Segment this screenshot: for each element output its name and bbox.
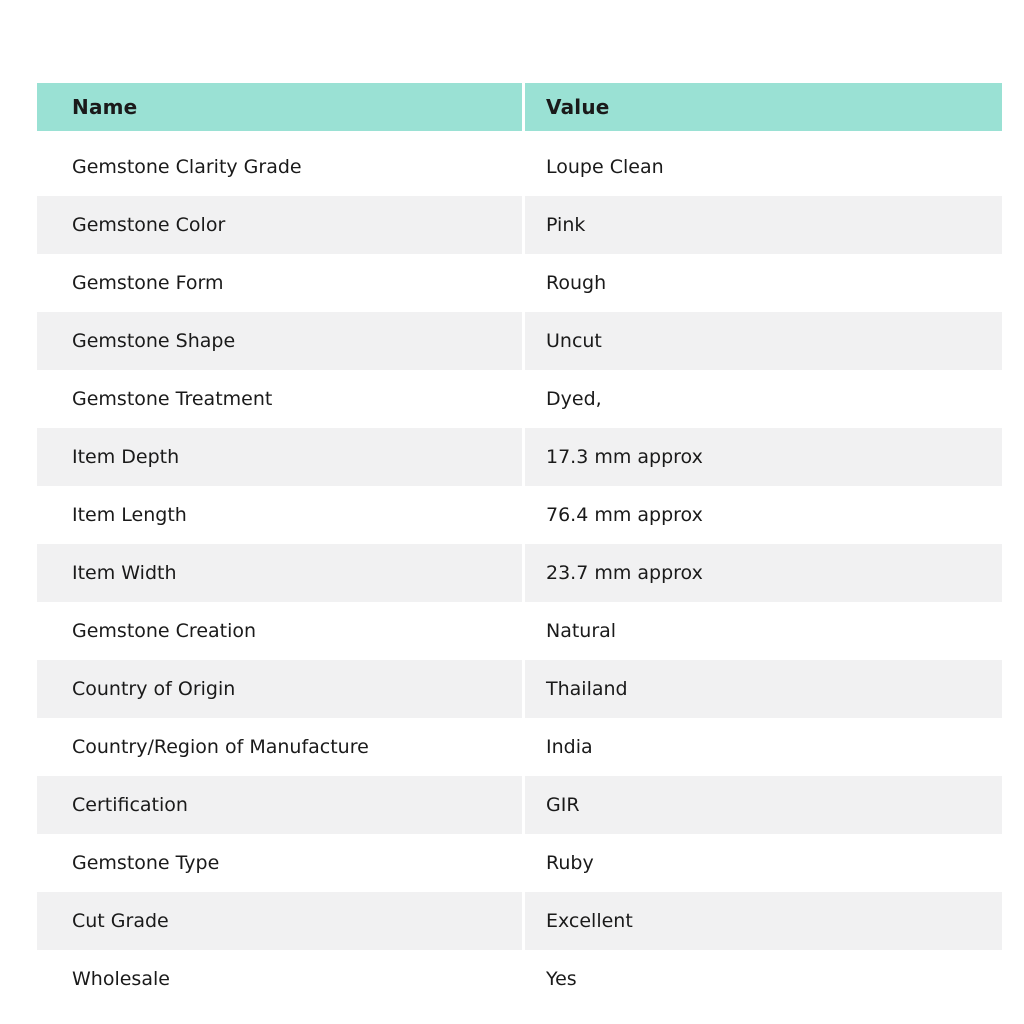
row-name-cell: Gemstone Shape	[37, 312, 522, 370]
item-specifics-table	[37, 83, 1002, 1008]
row-value-cell: Thailand	[525, 660, 1002, 718]
row-value-cell: Excellent	[525, 892, 1002, 950]
row-name-cell: Item Width	[37, 544, 522, 602]
row-value-cell: Yes	[525, 950, 1002, 1008]
row-name-cell: Item Length	[37, 486, 522, 544]
table-row	[37, 950, 1002, 1008]
table-row	[37, 138, 1002, 196]
column-header-value: Value	[525, 83, 1002, 131]
row-value-cell: 23.7 mm approx	[525, 544, 1002, 602]
table-row	[37, 834, 1002, 892]
row-name-cell: Country/Region of Manufacture	[37, 718, 522, 776]
row-name-cell: Certification	[37, 776, 522, 834]
row-name-cell: Gemstone Treatment	[37, 370, 522, 428]
row-name-cell: Gemstone Type	[37, 834, 522, 892]
row-value-cell: Uncut	[525, 312, 1002, 370]
table-row	[37, 254, 1002, 312]
row-value-cell: GIR	[525, 776, 1002, 834]
row-value-cell: 76.4 mm approx	[525, 486, 1002, 544]
row-name-cell: Gemstone Clarity Grade	[37, 138, 522, 196]
table-row	[37, 370, 1002, 428]
row-name-cell: Cut Grade	[37, 892, 522, 950]
table-row	[37, 196, 1002, 254]
row-value-cell: Ruby	[525, 834, 1002, 892]
table-row	[37, 602, 1002, 660]
table-row	[37, 776, 1002, 834]
row-name-cell: Country of Origin	[37, 660, 522, 718]
table-row	[37, 486, 1002, 544]
row-value-cell: Rough	[525, 254, 1002, 312]
row-value-cell: Dyed,	[525, 370, 1002, 428]
table-body	[37, 138, 1002, 1008]
row-name-cell: Gemstone Form	[37, 254, 522, 312]
table-row	[37, 718, 1002, 776]
row-name-cell: Item Depth	[37, 428, 522, 486]
column-header-name: Name	[37, 83, 522, 131]
table-row	[37, 312, 1002, 370]
row-name-cell: Gemstone Creation	[37, 602, 522, 660]
table-row	[37, 660, 1002, 718]
row-value-cell: Loupe Clean	[525, 138, 1002, 196]
row-value-cell: Pink	[525, 196, 1002, 254]
table-header-row	[37, 83, 1002, 131]
row-name-cell: Gemstone Color	[37, 196, 522, 254]
row-value-cell: India	[525, 718, 1002, 776]
table-row	[37, 892, 1002, 950]
table-row	[37, 428, 1002, 486]
row-value-cell: Natural	[525, 602, 1002, 660]
row-name-cell: Wholesale	[37, 950, 522, 1008]
row-value-cell: 17.3 mm approx	[525, 428, 1002, 486]
table-row	[37, 544, 1002, 602]
